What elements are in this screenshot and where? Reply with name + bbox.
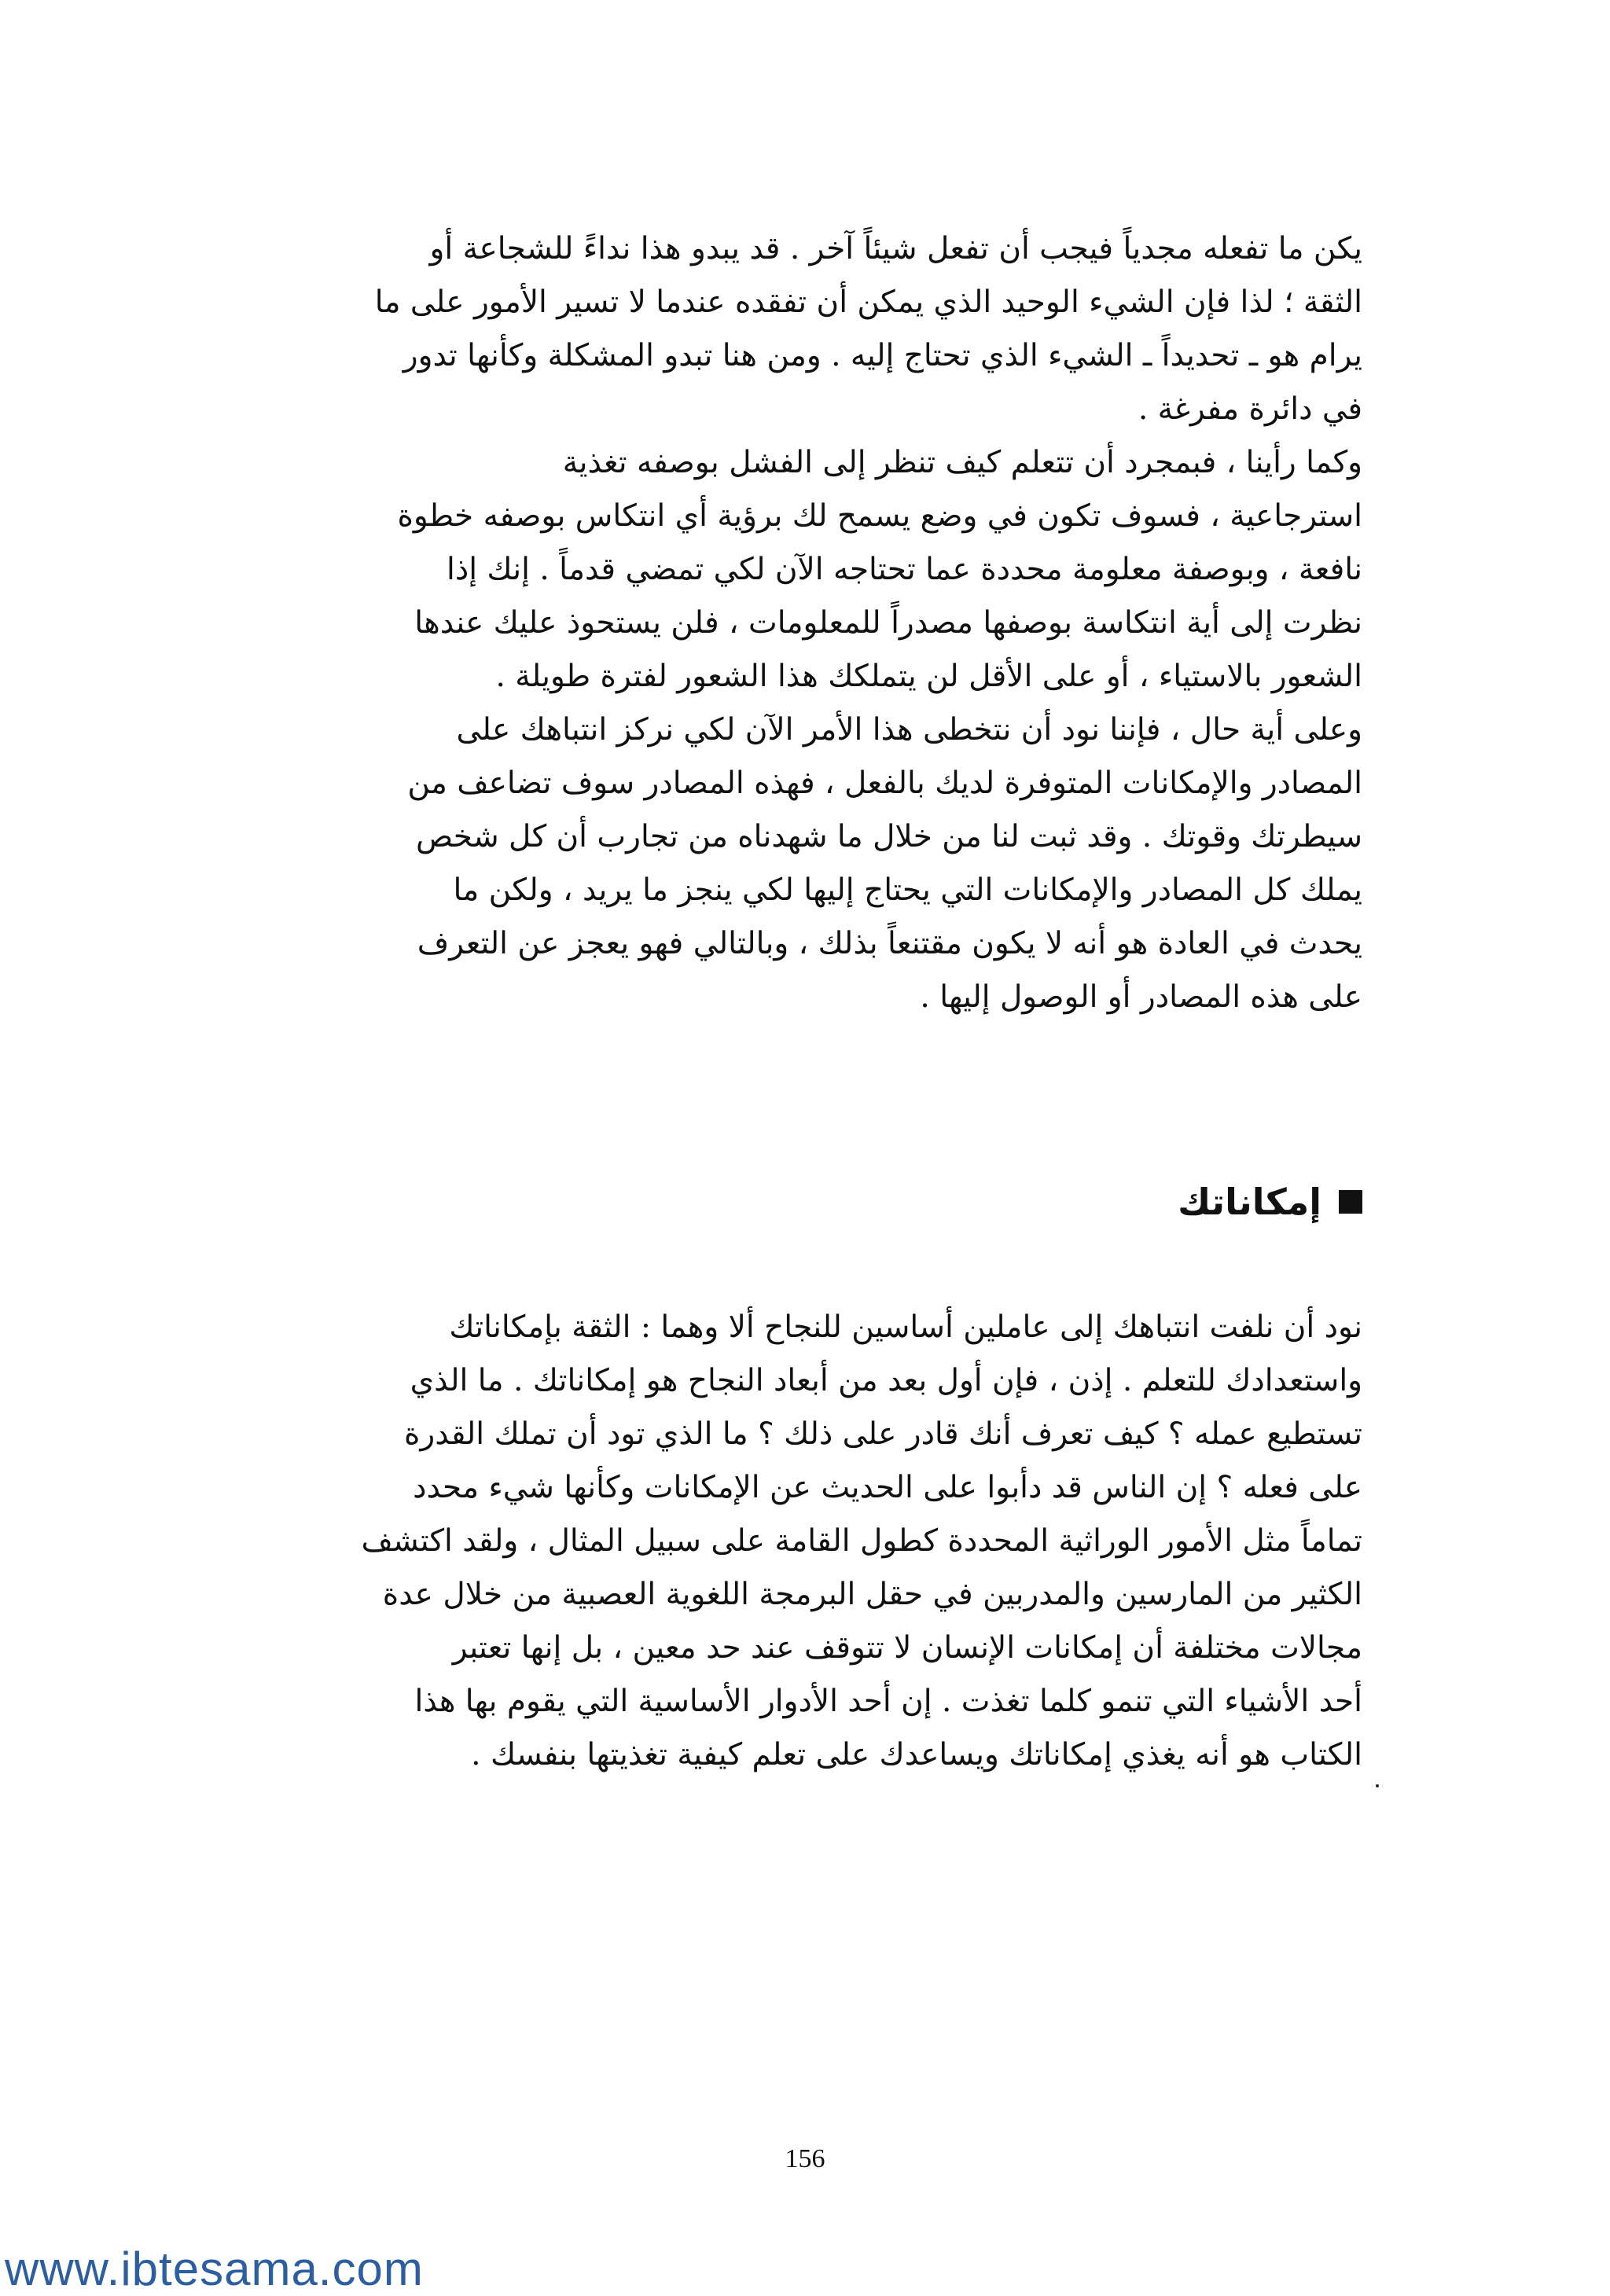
text-line: واستعدادك للتعلم . إذن ، فإن أول بعد من أبعاد النجاح هو إمكاناتك . ما الذي — [410, 1363, 1362, 1398]
text-line: تستطيع عمله ؟ كيف تعرف أنك قادر على ذلك ؟ ما الذي تود أن تملك القدرة — [403, 1416, 1362, 1452]
watermark-link[interactable]: www.ibtesama.com — [5, 2243, 424, 2295]
text-line: على هذه المصادر أو الوصول إليها . — [920, 979, 1362, 1015]
text-line: على فعله ؟ إن الناس قد دأبوا على الحديث عن الإمكانات وكأنها شيء محدد — [413, 1470, 1362, 1505]
text-line: مجالات مختلفة أن إمكانات الإنسان لا تتوقف عند حد معين ، بل إنها تعتبر — [452, 1630, 1362, 1666]
text-line: تماماً مثل الأمور الوراثية المحددة كطول القامة على سبيل المثال ، ولقد اكتشف — [361, 1523, 1362, 1559]
top-text-block — [266, 222, 1362, 1024]
section-heading — [1178, 1181, 1362, 1223]
text-line: المصادر والإمكانات المتوفرة لديك بالفعل ، فهذه المصادر سوف تضاعف من — [407, 766, 1362, 801]
text-line: يملك كل المصادر والإمكانات التي يحتاج إليها لكي ينجز ما يريد ، ولكن ما — [453, 872, 1362, 908]
text-line: وعلى أية حال ، فإننا نود أن نتخطى هذا الأمر الآن لكي نركز انتباهك على — [456, 712, 1362, 748]
text-line: الكثير من المارسين والمدربين في حقل البرمجة اللغوية العصبية من خلال عدة — [382, 1577, 1362, 1612]
text-line: أحد الأشياء التي تنمو كلما تغذت . إن أحد الأدوار الأساسية التي يقوم بها هذا — [414, 1684, 1362, 1719]
text-line: سيطرتك وقوتك . وقد ثبت لنا من خلال ما شهدناه من تجارب أن كل شخص — [416, 819, 1362, 854]
text-line: يرام هو ـ تحديداً ـ الشيء الذي تحتاج إليه . ومن هنا تبدو المشكلة وكأنها تدور — [402, 338, 1362, 373]
text-line: يكن ما تفعله مجدياً فيجب أن تفعل شيئاً آخر . قد يبدو هذا نداءً للشجاعة أو — [429, 231, 1362, 266]
text-line: نود أن نلفت انتباهك إلى عاملين أساسين للنجاح ألا وهما : الثقة بإمكاناتك — [449, 1310, 1362, 1345]
text-line: الثقة ؛ لذا فإن الشيء الوحيد الذي يمكن أن تفقده عندما لا تسير الأمور على ما — [374, 285, 1362, 320]
text-line: الشعور بالاستياء ، أو على الأقل لن يتملكك هذا الشعور لفترة طويلة . — [495, 659, 1362, 694]
square-bullet-icon — [1339, 1190, 1362, 1214]
text-line: نظرت إلى أية انتكاسة بوصفها مصدراً للمعلومات ، فلن يستحوذ عليك عندها — [414, 605, 1362, 641]
page-number: 156 — [785, 2144, 825, 2173]
text-line: استرجاعية ، فسوف تكون في وضع يسمح لك برؤية أي انتكاس بوصفه خطوة — [397, 498, 1362, 534]
text-line: في دائرة مفرغة . — [1138, 391, 1362, 427]
text-line: وكما رأينا ، فبمجرد أن تتعلم كيف تنظر إلى الفشل بوصفه تغذية — [562, 445, 1362, 480]
scan-speck — [1376, 1784, 1379, 1787]
text-line: يحدث في العادة هو أنه لا يكون مقتنعاً بذلك ، وبالتالي فهو يعجز عن التعرف — [417, 926, 1362, 961]
text-line: نافعة ، وبوصفة معلومة محددة عما تحتاجه الآن لكي تمضي قدماً . إنك إذا — [447, 552, 1362, 587]
bottom-text-block — [266, 1301, 1362, 1782]
text-line: الكتاب هو أنه يغذي إمكاناتك ويساعدك على تعلم كيفية تغذيتها بنفسك . — [471, 1737, 1362, 1773]
section-heading-text: إمكاناتك — [1178, 1181, 1321, 1223]
